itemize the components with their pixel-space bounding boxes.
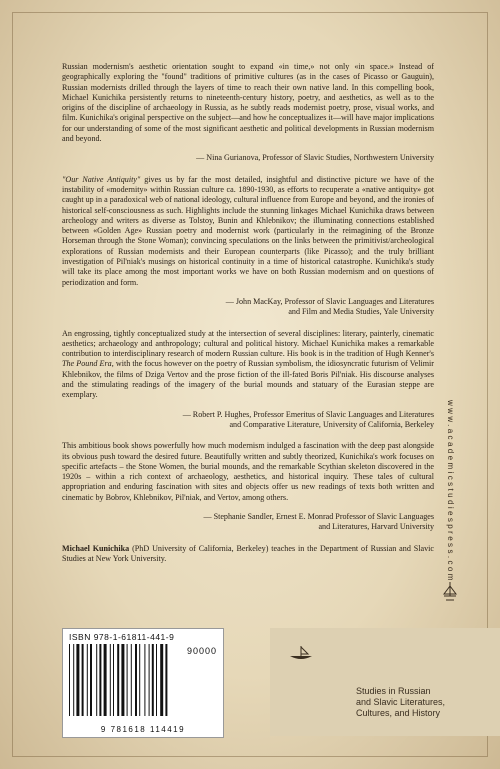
author-name: Michael Kunichika: [62, 543, 130, 553]
attribution-3-line-1: — Robert P. Hughes, Professor Emeritus of Slavic Languages and Literatures: [182, 409, 434, 419]
attribution-3: [62, 410, 434, 431]
barcode-stripe: [110, 644, 111, 716]
boat-icon: [288, 644, 314, 662]
price-code: 90000: [186, 646, 217, 656]
barcode-stripe: [117, 644, 119, 716]
book-title-italic: "Our Native Antiquity": [62, 174, 141, 184]
barcode-stripe: [149, 644, 150, 716]
barcode-stripe: [127, 644, 128, 716]
publisher-logo-icon: [440, 580, 460, 602]
barcode-stripe: [139, 644, 140, 716]
blurb-paragraph-2-text: gives us by far the most detailed, insightful and distinctive picture we have of the instability of «modernity» within Russian culture ca. 1890-1930, as efforts to recuperate a «native antiquity» got caught up in a paradoxical web of national ideology, cultural influence from Europe and beyond, and the ironies of historical self-consciousness as such. Highlights include the stunning linkages Michael Kunichika draws between archeology and writers as diverse as Tolstoy, Bunin and Khlebnikov; the illuminating connections established between «Golden Age» Russian poetry and modernist work (particularly in the reimagining of the Bronze Horseman through the Stone Woman); convincing speculations on the links between the primitivist/archeological explorations of Russian modernists and their European counterparts (like Picasso); and the truly brilliant investigation of Pil'niak's musings on historical continuity in a time of historical catastrophe. Kunichika's study will take its place among the most important works we have on both Russian modernism and on questions of periodization and form.: [62, 174, 435, 287]
barcode-stripe: [73, 644, 74, 716]
attribution-3-line-2: and Comparative Literature, University of California, Berkeley: [229, 419, 434, 429]
barcode-stripe: [76, 644, 79, 716]
barcode-stripe: [69, 644, 70, 716]
attribution-4-line-2: and Literatures, Harvard University: [318, 522, 434, 532]
blurb-paragraph-2: [62, 175, 434, 288]
barcode-stripe: [135, 644, 137, 716]
attribution-2: [62, 297, 434, 318]
barcode-label: [62, 628, 224, 738]
barcode-bars: [69, 644, 189, 716]
barcode-stripe: [144, 644, 145, 716]
series-panel: [270, 628, 500, 736]
barcode-stripe: [165, 644, 167, 716]
blurb-paragraph-1: Russian modernism's aesthetic orientation sought to expand «in time,» not only «in space.» Instead of geographically exploring the "found" traditions of primitive cultures (as in the cases of Picasso or Gauguin), Russian modernists drilled through the layers of time to reach their own native land. In this compelling book, Michael Kunichika persistently returns to nineteenth-century history, poetry, and aesthetics, as well as to the origins of the discipline of archaeology in Russia, as he subtly reads modernist poetry, prose, visual works, and film. Kunichika's original perspective on the subject—and how he conceptualizes it—will have major implications for our understanding of some of the most significant aesthetic and political developments in Russian modernism and beyond.: [62, 62, 434, 144]
blurb-paragraph-3-post: , with the focus however on the poetry of Russian symbolism, the idiosyncratic futurism of Velimir Khlebnikov, the films of Dziga Vertov and the prose fiction of the ill-fated Boris Pil'niak. His discourse analyses and the stimulating readings of the imagery of the burial mounds and statuary of the Eurasian steppe are exemplary.: [62, 359, 434, 400]
barcode-stripe: [131, 644, 132, 716]
barcode-stripe: [90, 644, 92, 716]
barcode-number: 9 781618 114419: [100, 725, 186, 734]
attribution-4: [62, 512, 434, 533]
blurb-paragraph-4: This ambitious book shows powerfully how much modernism indulged a fascination with the deep past alongside its obvious push toward the desired future. Beautifully written and subtly theorized, Kunichika's work focuses on specific artefacts – the Stone Women, the burial mounds, and the remarkable Scythian skeleton discovered in the 1920s – within a rich context of archaeology, aesthetics, and historical inquiry. These tales of cultural appropriation and enduring fascination with sites and objects offer us new readings of texts both written and cinematic by Bobrov, Khlebnikov, Pil'niak, and Vertov, among others.: [62, 441, 434, 502]
barcode-stripe: [160, 644, 163, 716]
barcode-stripe: [82, 644, 84, 716]
barcode-stripe: [99, 644, 101, 716]
barcode-stripe: [121, 644, 124, 716]
author-bio: [62, 544, 434, 565]
attribution-4-line-1: — Stephanie Sandler, Ernest E. Monrad Professor of Slavic Languages: [203, 511, 434, 521]
barcode-stripe: [87, 644, 88, 716]
publisher-url: www.academicstudiespress.com: [446, 400, 455, 583]
barcode-stripe: [156, 644, 157, 716]
blurb-paragraph-3: [62, 329, 434, 401]
pound-era-title: The Pound Era: [62, 359, 112, 369]
blurb-paragraph-3-pre: An engrossing, tightly conceptualized study at the intersection of several disciplines: literary, painterly, cinematic aesthetics; archaeology and anthropology; cultural and political history. Michael Kunichika makes a remarkable contribution to interdisciplinary research of modern Russian culture. His book is in the tradition of Hugh Kenner's: [62, 328, 434, 359]
isbn-text: ISBN 978-1-61811-441-9: [69, 632, 175, 642]
attribution-2-line-1: — John MacKay, Professor of Slavic Languages and Literatures: [225, 296, 434, 306]
barcode-stripe: [104, 644, 107, 716]
series-title: [356, 686, 496, 719]
blurb-section: [62, 62, 434, 564]
barcode-stripe: [96, 644, 97, 716]
barcode-stripe: [113, 644, 114, 716]
series-line-3: Cultures, and History: [356, 708, 441, 718]
attribution-1: — Nina Gurianova, Professor of Slavic Studies, Northwestern University: [196, 153, 434, 163]
attribution-2-line-2: and Film and Media Studies, Yale University: [288, 307, 434, 317]
series-line-1: Studies in Russian: [356, 686, 431, 696]
barcode-stripe: [152, 644, 154, 716]
series-line-2: and Slavic Literatures,: [356, 697, 446, 707]
author-bio-text: (PhD University of California, Berkeley) teaches in the Department of Russian and Slavic Studies at New York University.: [62, 543, 434, 563]
